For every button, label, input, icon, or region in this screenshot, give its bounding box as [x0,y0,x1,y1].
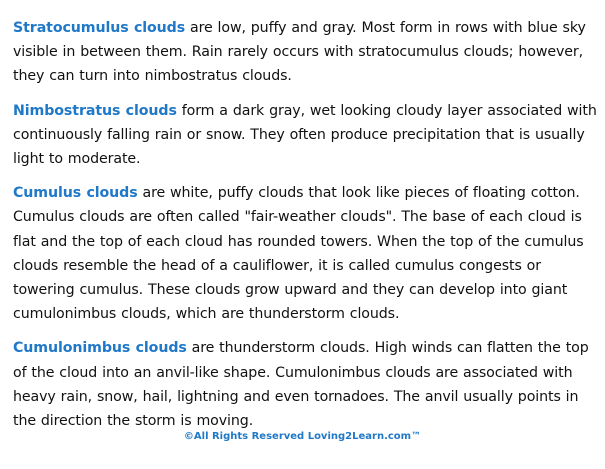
term-nimbostratus: Nimbostratus clouds [13,102,177,119]
description-stratocumulus: are low, puffy and gray. Most form in rows with blue sky visible in between them. Rain rarely occurs with stratocumulus clouds; however, they can turn into nimbostratus clouds. [13,20,586,85]
description-cumulus: are white, puffy clouds that look like pieces of floating cotton. Cumulus clouds are often called "fair-weather clouds". The base of each cloud is flat and the top of each cloud has rounded towers. When the top of the cumulus clouds resemble the head of a cauliflower, it is called cumulus congests or towering cumulus. These clouds grow upward and they can develop into giant cumulonimbus clouds, which are thunderstorm clouds. [13,185,584,323]
cloud-types-text [13,16,598,443]
term-cumulus: Cumulus clouds [13,185,138,202]
description-nimbostratus: form a dark gray, wet looking cloudy layer associated with continuously falling rain or snow. They often produce precipitation that is usually light to moderate. [13,102,597,168]
paragraph-stratocumulus [13,16,598,89]
copyright-footer: ©All Rights Reserved Loving2Learn.com™ [183,431,422,442]
paragraph-nimbostratus [13,99,598,172]
term-stratocumulus: Stratocumulus clouds [13,20,186,36]
paragraph-cumulonimbus [13,336,598,433]
term-cumulonimbus: Cumulonimbus clouds [13,340,187,357]
description-cumulonimbus: are thunderstorm clouds. High winds can flatten the top of the cloud into an anvil-like shape. Cumulonimbus clouds are associated with heavy rain, snow, hail, lightning and even tornadoes. The anvil usually points in the direction the storm is moving. [13,340,589,430]
paragraph-cumulus [13,181,598,326]
